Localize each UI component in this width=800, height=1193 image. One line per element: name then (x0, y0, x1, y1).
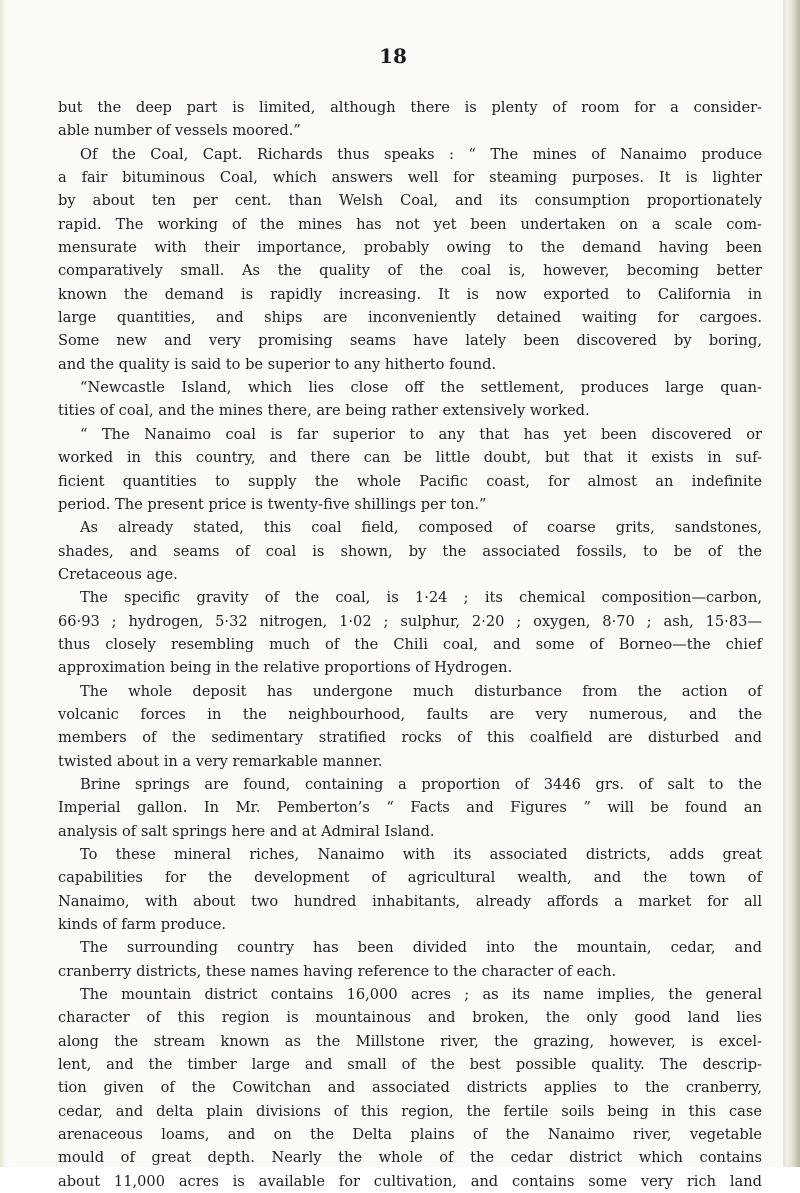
text-line: able number of vessels moored.” (58, 122, 301, 140)
text-line: a fair bituminous Coal, which answers well for steaming purposes. It is lighter (58, 169, 762, 187)
text-line: and the quality is said to be superior to any hitherto found. (58, 355, 497, 373)
text-line: thus closely resembling much of the Chili coal, and some of Borneo—the chief (58, 635, 762, 653)
text-line: large quantities, and ships are inconveniently detained waiting for cargoes. (58, 309, 762, 327)
text-line: about 11,000 acres is available for cultivation, and contains some very rich land (58, 1172, 762, 1190)
text-line: twisted about in a very remarkable manner. (58, 752, 383, 770)
text-line: tities of coal, and the mines there, are being rather extensively worked. (58, 402, 590, 420)
page-right-edge (786, 0, 800, 1167)
text-line: The mountain district contains 16,000 acres ; as its name implies, the general (80, 986, 762, 1004)
text-line: Some new and very promising seams have lately been discovered by boring, (58, 332, 762, 350)
text-line: mould of great depth. Nearly the whole of the cedar district which contains (58, 1149, 762, 1167)
text-line: capabilities for the development of agricultural wealth, and the town of (58, 869, 762, 887)
text-line: but the deep part is limited, although there is plenty of room for a consider- (58, 99, 762, 116)
text-line: The specific gravity of the coal, is 1·24 ; its chemical composition—carbon, (80, 589, 762, 607)
text-line: cranberry districts, these names having reference to the character of each. (58, 962, 617, 980)
text-line: worked in this country, and there can be little doubt, but that it exists in suf- (58, 449, 762, 467)
text-line: As already stated, this coal field, composed of coarse grits, sandstones, (80, 519, 762, 537)
text-line: “ The Nanaimo coal is far superior to any that has yet been discovered or (80, 425, 762, 443)
text-line: lent, and the timber large and small of the best possible quality. The descrip- (58, 1056, 762, 1074)
text-line: kinds of farm produce. (58, 916, 227, 934)
text-line: volcanic forces in the neighbourhood, faults are very numerous, and the (58, 705, 762, 723)
text-line: known the demand is rapidly increasing. It is now exported to California in (58, 285, 762, 303)
text-line: 66·93 ; hydrogen, 5·32 nitrogen, 1·02 ; sulphur, 2·20 ; oxygen, 8·70 ; ash, 15·83— (58, 612, 762, 630)
text-line: cedar, and delta plain divisions of this region, the fertile soils being in this case (58, 1102, 762, 1120)
text-line: Nanaimo, with about two hundred inhabitants, already affords a market for all (58, 892, 762, 910)
text-line: along the stream known as the Millstone river, the grazing, however, is excel- (58, 1032, 762, 1050)
text-line: arenaceous loams, and on the Delta plains of the Nanaimo river, vegetable (58, 1126, 762, 1144)
text-line: Imperial gallon. In Mr. Pemberton’s “ Facts and Figures ” will be found an (58, 799, 762, 817)
text-line: members of the sedimentary stratified rocks of this coalfield are disturbed and (58, 729, 762, 747)
text-line: Brine springs are found, containing a proportion of 3446 grs. of salt to the (80, 775, 762, 793)
text-line: Of the Coal, Capt. Richards thus speaks : “ The mines of Nanaimo produce (80, 145, 762, 163)
text-line: character of this region is mountainous and broken, the only good land lies (58, 1009, 762, 1027)
text-line: approximation being in the relative proportions of Hydrogen. (58, 659, 513, 677)
text-line: comparatively small. As the quality of the coal is, however, becoming better (58, 262, 762, 280)
text-line: To these mineral riches, Nanaimo with its associated districts, adds great (80, 846, 762, 863)
text-line: shades, and seams of coal is shown, by the associated fossils, to be of the (58, 542, 762, 560)
text-line: period. The present price is twenty-five shillings per ton.” (58, 495, 487, 513)
text-line: tion given of the Cowitchan and associated districts applies to the cranberry, (58, 1079, 762, 1097)
body-text (58, 96, 762, 1193)
text-line: ficient quantities to supply the whole Pacific coast, for almost an indefinite (58, 472, 762, 490)
text-line: rapid. The working of the mines has not yet been undertaken on a scale com- (58, 215, 762, 233)
text-line: The whole deposit has undergone much disturbance from the action of (80, 682, 762, 700)
text-line: by about ten per cent. than Welsh Coal, and its consumption proportionately (58, 192, 762, 210)
text-line: mensurate with their importance, probably owing to the demand having been (58, 239, 762, 257)
text-line: analysis of salt springs here and at Admiral Island. (58, 822, 435, 840)
page-left-edge (0, 0, 6, 1167)
page-number: 18 (379, 44, 407, 68)
text-line: “Newcastle Island, which lies close off the settlement, produces large quan- (80, 379, 762, 397)
text-line: Cretaceous age. (58, 565, 178, 583)
text-line: The surrounding country has been divided into the mountain, cedar, and (80, 939, 762, 957)
